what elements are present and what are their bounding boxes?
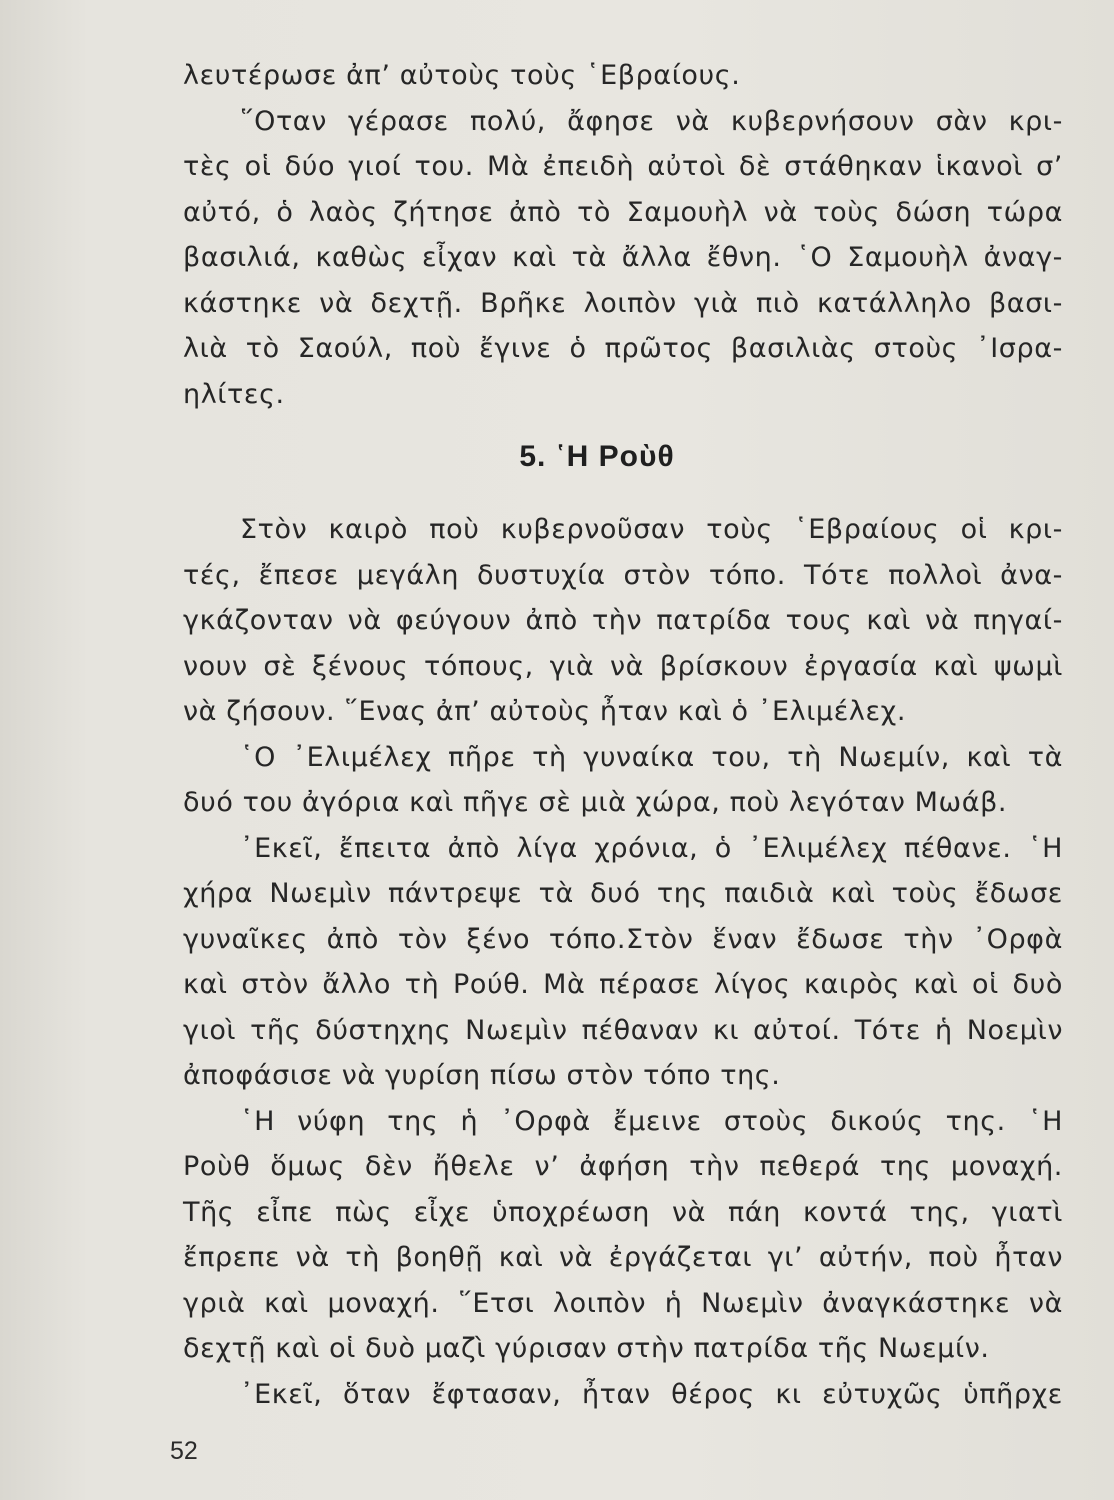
text-line: γυναῖκες ἀπὸ τὸν ξένο τόπο.Στὸν ἕναν ἔδωσε τὴν ᾿Ορφὰ: [183, 923, 1063, 955]
text-line: κάστηκε νὰ δεχτῇ. Βρῆκε λοιπὸν γιὰ πιὸ κατάλληλο βασι-: [183, 287, 1063, 319]
text-line: ῞Οταν γέρασε πολύ, ἄφησε νὰ κυβερνήσουν σὰν κρι-: [240, 105, 1063, 137]
paragraph: [183, 99, 1063, 418]
text-line: αὐτό, ὁ λαὸς ζήτησε ἀπὸ τὸ Σαμουὴλ νὰ τοὺς δώση τώρα: [183, 196, 1063, 228]
text-line: τές, ἔπεσε μεγάλη δυστυχία στὸν τόπο. Τότε πολλοὶ ἀνα-: [183, 559, 1063, 591]
text-line: τὲς οἱ δύο γιοί του. Μὰ ἐπειδὴ αὐτοὶ δὲ στάθηκαν ἱκανοὶ σ’: [183, 151, 1063, 182]
text-line: λιὰ τὸ Σαούλ, ποὺ ἔγινε ὁ πρῶτος βασιλιὰς στοὺς ᾿Ισρα-: [183, 333, 1063, 364]
text-line: ῾Ο ᾿Ελιμέλεχ πῆρε τὴ γυναίκα του, τὴ Νωεμίν, καὶ τὰ: [240, 741, 1063, 773]
paragraph: [183, 735, 1063, 826]
text-line: νουν σὲ ξένους τόπους, γιὰ νὰ βρίσκουν ἐργασία καὶ ψωμὶ: [183, 650, 1063, 682]
paragraph: [183, 826, 1063, 1099]
text-line: χήρα Νωεμὶν πάντρεψε τὰ δυό της παιδιὰ καὶ τοὺς ἔδωσε: [183, 878, 1063, 909]
text-line: γκάζονταν νὰ φεύγουν ἀπὸ τὴν πατρίδα τους καὶ νὰ πηγαί-: [183, 605, 1063, 636]
section-heading: 5. ῾Η Ροὺθ: [519, 440, 675, 473]
text-line: δυό του ἀγόρια καὶ πῆγε σὲ μιὰ χώρα, ποὺ λεγόταν Μωάβ.: [183, 787, 1008, 818]
text-line: Ροὺθ ὅμως δὲν ἤθελε ν’ ἀφήση τὴν πεθερά της μοναχή.: [183, 1151, 1063, 1182]
text-line: Τῆς εἶπε πὼς εἶχε ὑποχρέωση νὰ πάη κοντά της, γιατὶ: [183, 1196, 1063, 1228]
paragraph: [183, 1099, 1063, 1372]
text-line: δεχτῇ καὶ οἱ δυὸ μαζὶ γύρισαν στὴν πατρίδα τῆς Νωεμίν.: [183, 1333, 990, 1364]
text-block-main: [183, 507, 1063, 1417]
text-line: ηλίτες.: [183, 378, 285, 410]
text-line: γιοὶ τῆς δύστηχης Νωεμὶν πέθαναν κι αὐτοί. Τότε ἡ Νοεμὶν: [183, 1014, 1063, 1046]
text-line: ἔπρεπε νὰ τὴ βοηθῇ καὶ νὰ ἐργάζεται γι’ αὐτήν, ποὺ ἦταν: [183, 1242, 1063, 1273]
paragraph: [183, 53, 1063, 99]
text-line: Στὸν καιρὸ ποὺ κυβερνοῦσαν τοὺς ῾Εβραίους οἱ κρι-: [240, 514, 1063, 545]
text-block-top: [183, 53, 1063, 417]
text-line: ᾿Εκεῖ, ὅταν ἔφτασαν, ἦταν θέρος κι εὐτυχῶς ὑπῆρχε: [240, 1378, 1063, 1410]
page-number: 52: [170, 1437, 198, 1465]
text-line: ἀποφάσισε νὰ γυρίση πίσω στὸν τόπο της.: [183, 1060, 781, 1091]
paragraph: [183, 507, 1063, 735]
text-line: νὰ ζήσουν. ῞Ενας ἀπ’ αὐτοὺς ἦταν καὶ ὁ ᾿Ελιμέλεχ.: [183, 696, 907, 727]
text-line: γριὰ καὶ μοναχή. ῞Ετσι λοιπὸν ἡ Νωεμὶν ἀναγκάστηκε νὰ: [183, 1287, 1063, 1319]
text-line: ᾿Εκεῖ, ἔπειτα ἀπὸ λίγα χρόνια, ὁ ᾿Ελιμέλεχ πέθανε. ῾Η: [240, 832, 1063, 864]
text-line: ῾Η νύφη της ἡ ᾿Ορφὰ ἔμεινε στοὺς δικούς της. ῾Η: [240, 1105, 1063, 1137]
text-line: λευτέρωσε ἀπ’ αὐτοὺς τοὺς ῾Εβραίους.: [183, 60, 741, 91]
text-line: καὶ στὸν ἄλλο τὴ Ρούθ. Μὰ πέρασε λίγος καιρὸς καὶ οἱ δυὸ: [183, 969, 1063, 1000]
text-line: βασιλιά, καθὼς εἶχαν καὶ τὰ ἄλλα ἔθνη. ῾Ο Σαμουὴλ ἀναγ-: [183, 242, 1063, 273]
paragraph: [183, 1372, 1063, 1418]
